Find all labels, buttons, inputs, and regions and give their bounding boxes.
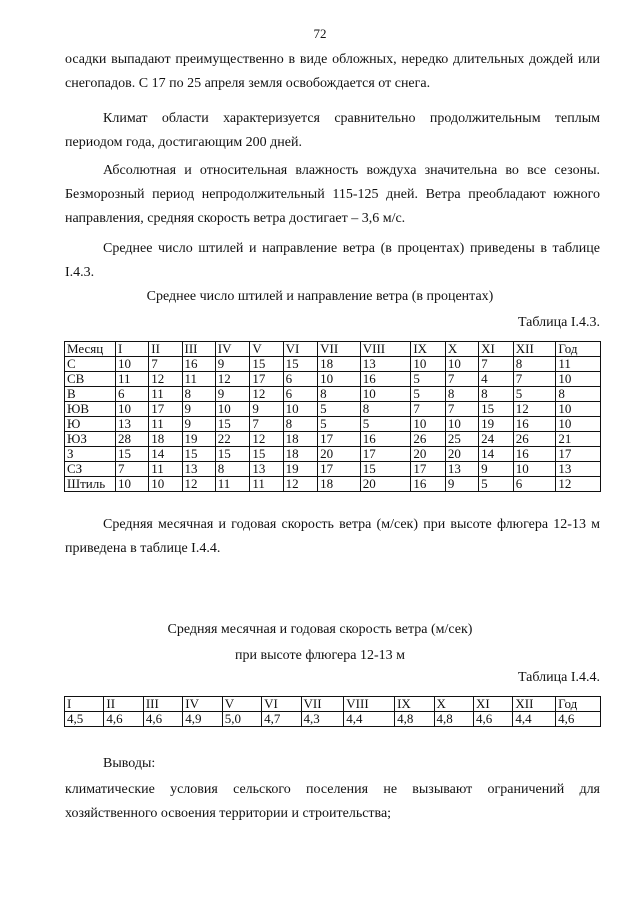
table-cell: 8	[283, 417, 318, 432]
table-cell: 19	[182, 432, 215, 447]
table-cell: 4	[479, 372, 514, 387]
table-cell: С	[65, 357, 116, 372]
table-row	[65, 402, 601, 417]
table-cell: 24	[479, 432, 514, 447]
table-row	[65, 357, 601, 372]
table-row	[65, 447, 601, 462]
table-cell: 7	[513, 372, 556, 387]
table-cell: X	[434, 697, 473, 712]
table-cell: 9	[215, 387, 250, 402]
table-cell: VII	[301, 697, 344, 712]
table-header-row	[65, 342, 601, 357]
paragraph-6	[65, 752, 600, 776]
table-cell: 18	[318, 357, 361, 372]
table-cell: 20	[360, 477, 411, 492]
paragraph-1-text: осадки выпадают преимущественно в виде обложных, нередко длительных дождей или снегопадов. С 17 по 25 апреля земля освобождается от снега.	[65, 52, 600, 91]
table-cell: 12	[556, 477, 601, 492]
table-cell: 15	[215, 447, 250, 462]
table-cell: 26	[513, 432, 556, 447]
table-cell: 15	[479, 402, 514, 417]
table-cell: 8	[445, 387, 478, 402]
table-cell: 16	[513, 447, 556, 462]
table-cell: 15	[283, 357, 318, 372]
table-cell: 19	[479, 417, 514, 432]
table-cell: 17	[411, 462, 446, 477]
table-cell: 14	[479, 447, 514, 462]
table-cell: 10	[360, 387, 411, 402]
table-cell: 10	[116, 402, 149, 417]
table-cell: 6	[513, 477, 556, 492]
table2-label: Таблица I.4.4.	[517, 670, 600, 685]
table-cell: 17	[318, 462, 361, 477]
table-cell: 10	[556, 402, 601, 417]
table-cell: V	[222, 697, 261, 712]
table-cell: 12	[182, 477, 215, 492]
table-cell: VIII	[344, 697, 395, 712]
table-cell: 10	[116, 477, 149, 492]
table1-caption: Среднее число штилей и направление ветра (в процентах)	[146, 289, 494, 304]
table-cell: 16	[411, 477, 446, 492]
table-cell: 6	[116, 387, 149, 402]
table-cell: 4,6	[104, 712, 143, 727]
table-cell: IV	[183, 697, 222, 712]
table-cell: 10	[556, 372, 601, 387]
table1-label: Таблица I.4.3.	[517, 315, 600, 330]
table-cell: З	[65, 447, 116, 462]
table-cell: VIII	[360, 342, 411, 357]
table-cell: 13	[556, 462, 601, 477]
table-row	[65, 712, 601, 727]
paragraph-1	[65, 48, 600, 96]
table-cell: 5	[318, 402, 361, 417]
table-cell: I	[116, 342, 149, 357]
table-cell: 25	[445, 432, 478, 447]
page-number: 72	[313, 26, 327, 41]
table-cell: ЮЗ	[65, 432, 116, 447]
table-row	[65, 432, 601, 447]
table-cell: 18	[283, 432, 318, 447]
paragraph-2	[65, 107, 600, 155]
table-cell: 28	[116, 432, 149, 447]
table-cell: 16	[513, 417, 556, 432]
table-cell: 8	[479, 387, 514, 402]
table-cell: 5	[318, 417, 361, 432]
table-cell: 11	[149, 417, 182, 432]
table-cell: 14	[149, 447, 182, 462]
table-cell: 12	[513, 402, 556, 417]
table-cell: 6	[283, 372, 318, 387]
table-cell: 16	[360, 432, 411, 447]
table-cell: 4,3	[301, 712, 344, 727]
table-cell: I	[65, 697, 104, 712]
table-cell: Год	[556, 342, 601, 357]
table-cell: VI	[283, 342, 318, 357]
table-cell: 8	[360, 402, 411, 417]
table-cell: 5,0	[222, 712, 261, 727]
table-cell: 4,6	[556, 712, 601, 727]
table-cell: 13	[445, 462, 478, 477]
wind-speed-table	[64, 696, 601, 727]
table-cell: III	[182, 342, 215, 357]
table-cell: 19	[283, 462, 318, 477]
table-cell: 26	[411, 432, 446, 447]
table-cell: II	[104, 697, 143, 712]
table-row	[65, 372, 601, 387]
table-cell: 20	[318, 447, 361, 462]
table-cell: 17	[250, 372, 283, 387]
wind-direction-table	[64, 341, 601, 492]
table-cell: 8	[182, 387, 215, 402]
table-cell: 4,5	[65, 712, 104, 727]
table-cell: XII	[513, 342, 556, 357]
table-cell: 11	[149, 462, 182, 477]
table-cell: VII	[318, 342, 361, 357]
table-cell: 7	[411, 402, 446, 417]
table-cell: 10	[116, 357, 149, 372]
table-cell: 15	[250, 357, 283, 372]
table-cell: 6	[283, 387, 318, 402]
table-cell: Ю	[65, 417, 116, 432]
table-cell: V	[250, 342, 283, 357]
table-cell: XI	[479, 342, 514, 357]
table-cell: 8	[318, 387, 361, 402]
table-cell: 10	[215, 402, 250, 417]
table-cell: 17	[318, 432, 361, 447]
table-cell: 11	[182, 372, 215, 387]
table-cell: 10	[411, 417, 446, 432]
table-cell: 20	[445, 447, 478, 462]
table-cell: 9	[182, 417, 215, 432]
table-cell: 15	[360, 462, 411, 477]
table-cell: 8	[556, 387, 601, 402]
paragraph-7	[65, 778, 600, 826]
table-cell: II	[149, 342, 182, 357]
table-cell: 17	[556, 447, 601, 462]
table-cell: 4,8	[434, 712, 473, 727]
paragraph-4-text: Среднее число штилей и направление ветра (в процентах) приведены в таблице I.4.3.	[65, 241, 600, 280]
table-cell: 11	[116, 372, 149, 387]
table-cell: ЮВ	[65, 402, 116, 417]
table-cell: 7	[479, 357, 514, 372]
table-cell: 9	[250, 402, 283, 417]
table-cell: 8	[513, 357, 556, 372]
table-cell: 11	[250, 477, 283, 492]
table-cell: 18	[149, 432, 182, 447]
table-cell: 10	[445, 417, 478, 432]
table-cell: 13	[250, 462, 283, 477]
table-cell: 5	[360, 417, 411, 432]
table-cell: 12	[215, 372, 250, 387]
table-cell: 5	[411, 372, 446, 387]
table-cell: XI	[473, 697, 512, 712]
table-cell: 4,8	[395, 712, 434, 727]
table-cell: 21	[556, 432, 601, 447]
table-cell: 22	[215, 432, 250, 447]
table-cell: IV	[215, 342, 250, 357]
table-cell: 12	[283, 477, 318, 492]
table-cell: 7	[116, 462, 149, 477]
table-cell: 4,9	[183, 712, 222, 727]
table-cell: В	[65, 387, 116, 402]
table-cell: 4,6	[473, 712, 512, 727]
table-cell: IX	[411, 342, 446, 357]
table-header-row	[65, 697, 601, 712]
table-cell: 10	[149, 477, 182, 492]
paragraph-3	[65, 159, 600, 231]
table-cell: 16	[182, 357, 215, 372]
table-cell: 11	[556, 357, 601, 372]
paragraph-5-text: Средняя месячная и годовая скорость ветра (м/сек) при высоте флюгера 12-13 м приведена в таблице I.4.4.	[65, 517, 600, 556]
table-cell: 10	[411, 357, 446, 372]
table-cell: X	[445, 342, 478, 357]
table-cell: Год	[556, 697, 601, 712]
paragraph-7-text: климатические условия сельского поселения не вызывают ограничений для хозяйственного освоения территории и строительства;	[65, 782, 600, 821]
table-cell: XII	[513, 697, 556, 712]
table-cell: Месяц	[65, 342, 116, 357]
table-cell: 13	[360, 357, 411, 372]
table-cell: 9	[445, 477, 478, 492]
table-cell: 10	[556, 417, 601, 432]
table-cell: 5	[513, 387, 556, 402]
table-cell: 17	[149, 402, 182, 417]
table-cell: 15	[250, 447, 283, 462]
table-cell: 4,7	[262, 712, 301, 727]
table2-caption-line1: Средняя месячная и годовая скорость ветра (м/сек)	[167, 622, 473, 637]
table-cell: 4,4	[513, 712, 556, 727]
table-cell: VI	[262, 697, 301, 712]
table-cell: 10	[283, 402, 318, 417]
table-cell: 15	[215, 417, 250, 432]
table-cell: 10	[318, 372, 361, 387]
table-cell: 11	[149, 387, 182, 402]
table-row	[65, 462, 601, 477]
table-cell: 5	[479, 477, 514, 492]
conclusions-heading: Выводы:	[103, 756, 156, 771]
table-row	[65, 417, 601, 432]
table-cell: 16	[360, 372, 411, 387]
table-cell: 13	[116, 417, 149, 432]
table-cell: 18	[283, 447, 318, 462]
table-cell: 4,6	[143, 712, 182, 727]
table-cell: 5	[411, 387, 446, 402]
table-cell: 7	[149, 357, 182, 372]
table2-caption-line2: при высоте флюгера 12-13 м	[234, 648, 406, 663]
paragraph-3-text: Абсолютная и относительная влажность вождуха значительна во все сезоны. Безморозный период непродолжительный 115-125 дней. Ветра преобладают южного направления, средняя скорость ветра достигает – 3,6 м/с.	[65, 163, 600, 226]
table-cell: 10	[513, 462, 556, 477]
table-cell: 12	[250, 432, 283, 447]
table-cell: 9	[182, 402, 215, 417]
table-cell: 7	[445, 372, 478, 387]
table-cell: 13	[182, 462, 215, 477]
table-cell: 7	[445, 402, 478, 417]
table-cell: IX	[395, 697, 434, 712]
table-cell: 8	[215, 462, 250, 477]
table-cell: 9	[479, 462, 514, 477]
table-cell: Штиль	[65, 477, 116, 492]
table-cell: 12	[149, 372, 182, 387]
table-cell: 18	[318, 477, 361, 492]
table-cell: 20	[411, 447, 446, 462]
paragraph-5	[65, 513, 600, 561]
table-row	[65, 477, 601, 492]
paragraph-4	[65, 237, 600, 285]
table-row	[65, 387, 601, 402]
table-cell: СЗ	[65, 462, 116, 477]
table-cell: СВ	[65, 372, 116, 387]
table-cell: 9	[215, 357, 250, 372]
paragraph-2-text: Климат области характеризуется сравнительно продолжительным теплым периодом года, достигающим 200 дней.	[65, 111, 600, 150]
table-cell: 15	[182, 447, 215, 462]
table-cell: 7	[250, 417, 283, 432]
table-cell: 11	[215, 477, 250, 492]
table-cell: 10	[445, 357, 478, 372]
table-cell: III	[143, 697, 182, 712]
table-cell: 4,4	[344, 712, 395, 727]
table-cell: 17	[360, 447, 411, 462]
table-cell: 12	[250, 387, 283, 402]
table-cell: 15	[116, 447, 149, 462]
